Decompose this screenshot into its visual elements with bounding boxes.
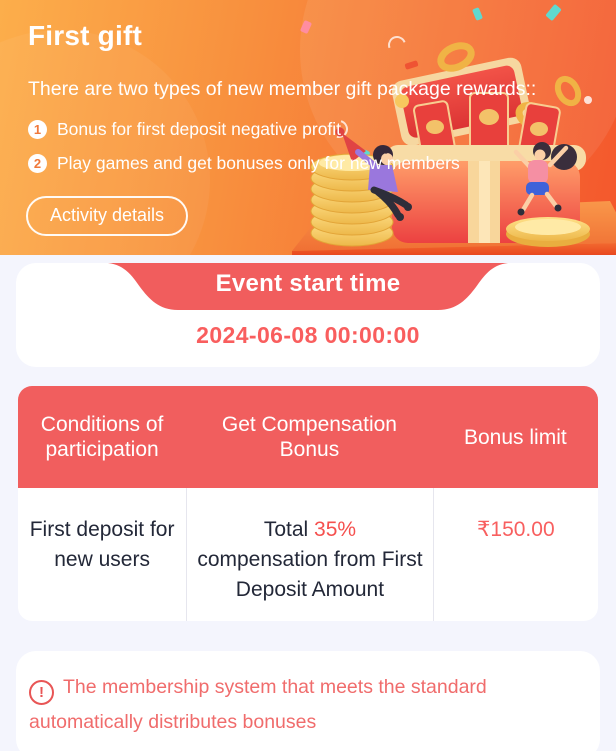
exclamation-circle-icon: ! (29, 680, 54, 705)
cell-condition: First deposit for new users (29, 518, 175, 571)
bonus-table-header (18, 386, 598, 488)
event-banner-label: Event start time (215, 270, 401, 297)
cell-compensation: Total 35% compensation from First Deposit Amount (186, 488, 433, 621)
column-header-bonus-limit: Bonus limit (463, 425, 567, 449)
benefit-item-2 (28, 153, 616, 174)
table-row (18, 488, 598, 621)
benefit-list (28, 119, 616, 174)
number-2-badge: 2 (28, 154, 47, 173)
event-start-time-value: 2024-06-08 00:00:00 (196, 322, 420, 348)
benefit-text: Bonus for first deposit negative profit (57, 119, 342, 139)
benefit-text: Play games and get bonuses only for new members (57, 153, 460, 173)
event-start-time-card (16, 263, 600, 367)
column-header-compensation: Get Compensation Bonus (221, 413, 397, 461)
page-title: First gift (28, 20, 142, 51)
cell-bonus-limit: ₹150.00 (433, 488, 598, 621)
benefit-item-1 (28, 119, 616, 140)
promo-header (0, 0, 616, 255)
auto-distribution-note-card (16, 651, 600, 751)
note-text: ! The membership system that meets the standard automatically distributes bonuses (29, 676, 487, 733)
promo-subtitle: There are two types of new member gift package rewards:: (28, 78, 537, 100)
bonus-percent-value: 35% (314, 518, 357, 541)
column-header-conditions: Conditions of participation (40, 413, 164, 461)
event-banner-ribbon (108, 263, 508, 316)
activity-details-button[interactable]: Activity details (26, 196, 188, 236)
bonus-table (18, 386, 598, 621)
number-1-badge: 1 (28, 120, 47, 139)
